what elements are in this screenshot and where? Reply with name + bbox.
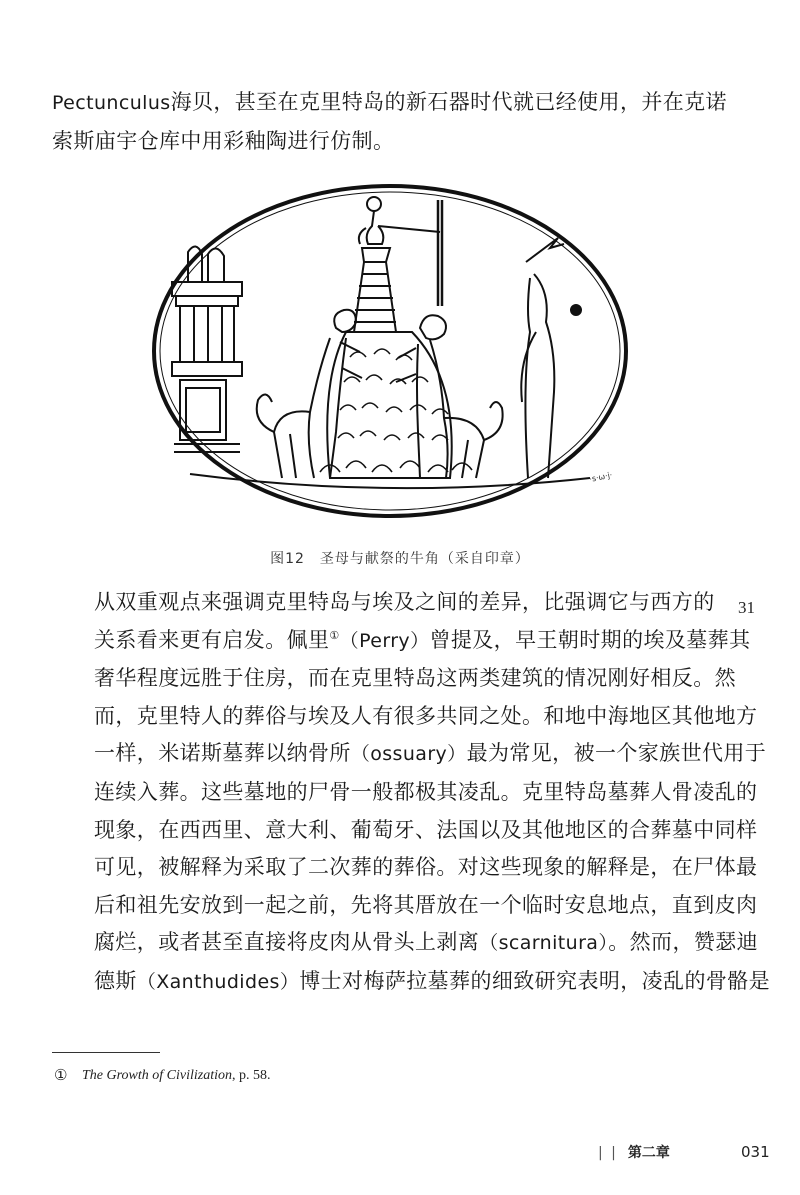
body-line-4: 而，克里特人的葬俗与埃及人有很多共同之处。和地中海地区其他地方	[94, 703, 758, 728]
body-line-1: 从双重观点来强调克里特岛与埃及之间的差异，比强调它与西方的	[94, 590, 715, 614]
body-line-11: 德斯（Xanthudides）博士对梅萨拉墓葬的细致研究表明，凌乱的骨骼是	[94, 968, 771, 993]
body-line-3: 奢华程度远胜于住房，而在克里特岛这两类建筑的情况刚好相反。然	[94, 666, 736, 691]
intro-paragraph	[52, 84, 727, 160]
seal-drawing	[150, 182, 630, 520]
latin-term: （scarnitura）	[479, 932, 609, 955]
footnote-reference[interactable]: ①	[329, 628, 340, 642]
footnote-divider	[52, 1052, 160, 1053]
footnote-text	[82, 1068, 271, 1084]
svg-text:·s·ω·j·: ·s·ω·j·	[588, 470, 614, 484]
goddess-figure	[359, 197, 442, 306]
body-line-7: 现象，在西西里、意大利、葡萄牙、法国以及其他地区的合葬墓中同样	[94, 817, 758, 842]
running-head	[598, 1142, 670, 1162]
body-line-8: 可见，被解释为采取了二次葬的葬俗。对这些现象的解释是，在尸体最	[94, 855, 758, 880]
figure-seal-illustration	[150, 182, 630, 520]
latin-term: （Xanthudides）	[136, 970, 300, 993]
page-number: 031	[741, 1143, 770, 1161]
body-line-6: 连续入葬。这些墓地的尸骨一般都极其凌乱。克里特岛墓葬人骨凌乱的	[94, 779, 758, 804]
footnote-book-title: The Growth of Civilization	[82, 1068, 232, 1083]
intro-line-2: 索斯庙宇仓库中用彩釉陶进行仿制。	[52, 128, 395, 153]
margin-page-number: 31	[738, 598, 755, 617]
latin-term: Pectunculus	[52, 92, 171, 114]
shrine-structure	[172, 246, 242, 452]
figure-caption: 图12 圣母与献祭的牛角（采自印章）	[270, 551, 530, 567]
body-line-2: 关系看来更有启发。佩里①（Perry）曾提及，早王朝时期的埃及墓葬其	[94, 627, 751, 652]
right-lion	[396, 315, 503, 478]
latin-term: （ossuary）	[350, 743, 467, 766]
footnote-page-ref: , p. 58.	[232, 1068, 271, 1083]
body-line-10: 腐烂，或者甚至直接将皮肉从骨头上剥离（scarnitura）。然而，赞瑟迪	[94, 930, 759, 955]
body-line-9: 后和祖先安放到一起之前，先将其厝放在一个临时安息地点，直到皮肉	[94, 892, 758, 917]
intro-line-1: Pectunculus海贝，甚至在克里特岛的新石器时代就已经使用，并在克诺	[52, 90, 727, 114]
footnote-mark: ①	[54, 1066, 68, 1084]
body-line-5: 一样，米诺斯墓葬以纳骨所（ossuary）最为常见，被一个家族世代用于	[94, 741, 767, 766]
chapter-label: 第二章	[627, 1145, 670, 1161]
latin-term: （Perry）	[339, 629, 430, 652]
running-head-bars: | |	[598, 1145, 618, 1161]
left-lion	[257, 310, 362, 478]
worshipper-figure	[521, 238, 581, 478]
